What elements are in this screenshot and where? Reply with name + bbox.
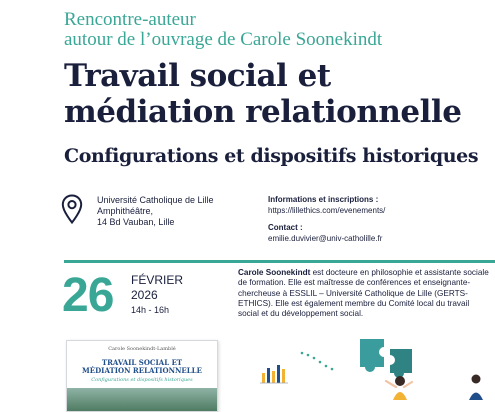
kicker-line-2: autour de l’ouvrage de Carole Soonekindt [64, 29, 383, 50]
address-line-2: Amphithéâtre, [97, 206, 154, 216]
author-name: Carole Soonekindt [238, 268, 311, 277]
contact-heading: Contact : [268, 223, 303, 232]
event-time: 14h - 16h [131, 305, 170, 315]
address-line-1: Université Catholique de Lille [97, 195, 214, 205]
title-line-1: Travail social et [64, 58, 331, 94]
book-title-line-1: TRAVAIL SOCIAL ET [101, 358, 183, 367]
contact-email[interactable]: emilie.duvivier@univ-catholille.fr [268, 233, 383, 243]
registration-heading: Informations et inscriptions : [268, 195, 379, 204]
connection-dots-icon [301, 352, 334, 371]
author-bio [238, 268, 492, 319]
event-month: FÉVRIER [131, 273, 184, 287]
bar-chart-icon [260, 365, 288, 383]
title-line-2: médiation relationnelle [64, 94, 462, 130]
page-subtitle: Configurations et dispositifs historiques [64, 145, 479, 167]
event-address [97, 195, 267, 228]
event-year: 2026 [131, 288, 158, 302]
registration-info [268, 195, 488, 216]
book-author: Carole Soonekindt-Lamblé [108, 346, 176, 352]
event-kicker [64, 10, 484, 50]
event-day: 26 [62, 269, 114, 322]
person-figure [386, 376, 412, 400]
location-pin-icon [61, 194, 83, 224]
contact-info [268, 223, 488, 244]
puzzle-piece-icon [360, 339, 412, 378]
page-title [64, 58, 494, 130]
book-subtitle: Configurations et dispositifs historiques [91, 377, 193, 383]
book-title-line-2: MÉDIATION RELATIONNELLE [82, 366, 202, 375]
book-cover [66, 340, 218, 412]
kicker-line-1: Rencontre-auteur [64, 9, 196, 30]
person-figure-right [469, 375, 483, 401]
registration-url[interactable]: https://lillethics.com/evenements/ [268, 205, 386, 215]
teamwork-illustration [250, 335, 495, 400]
book-title [71, 359, 213, 375]
address-line-3: 14 Bd Vauban, Lille [97, 217, 175, 227]
author-bio-text: est docteure en philosophie et assistante sociale de formation. Elle est maîtresse de conférences et enseignante-chercheuse à ESSLIL – Université Catholique de Lille (GERTS-ETHICS). Elle est également membre du Comité local du travail social et du développement social. [238, 268, 489, 319]
section-divider [64, 260, 495, 263]
